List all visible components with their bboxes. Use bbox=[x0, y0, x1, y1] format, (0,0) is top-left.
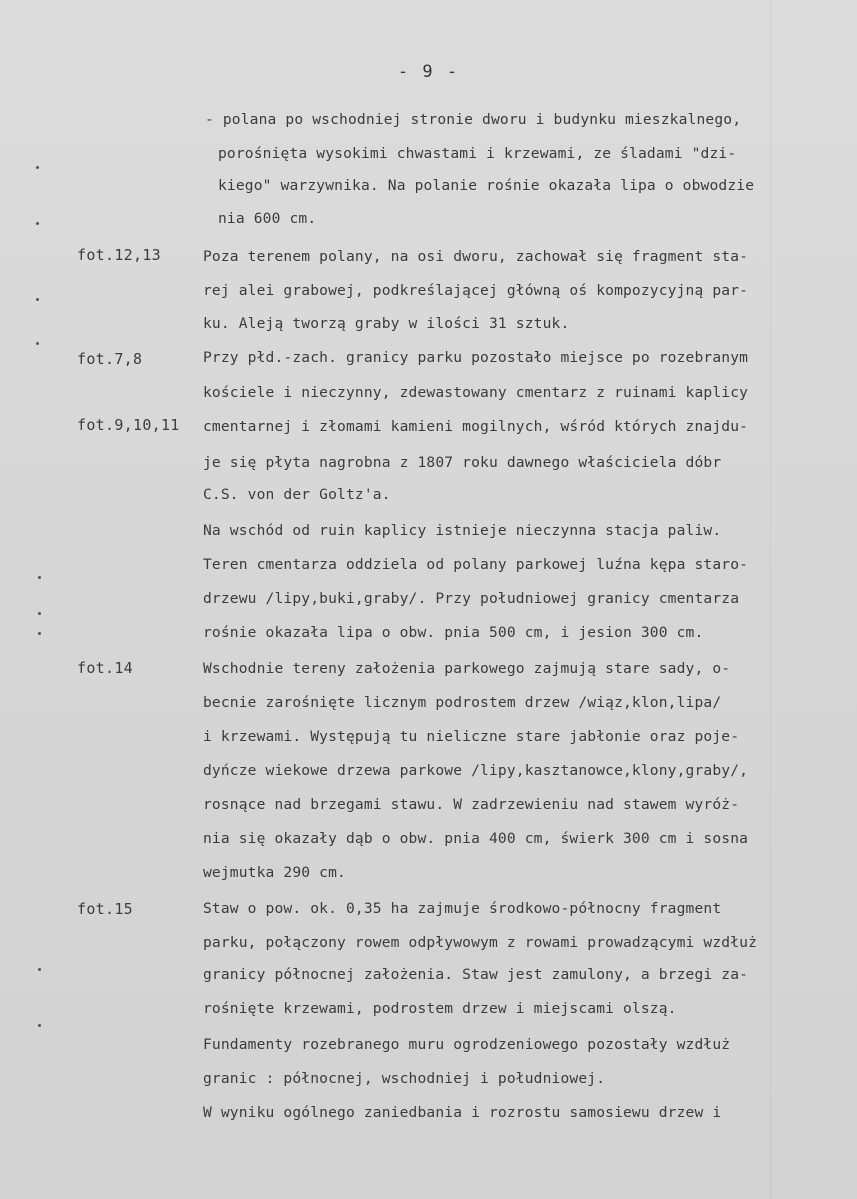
margin-note-photo-ref: fot.9,10,11 bbox=[77, 416, 180, 434]
text-line: je się płyta nagrobna z 1807 roku dawnego właściciela dóbr bbox=[203, 454, 722, 471]
page-number: - 9 - bbox=[397, 62, 460, 82]
margin-note-photo-ref: fot.12,13 bbox=[77, 246, 161, 264]
text-line: Poza terenem polany, na osi dworu, zachował się fragment sta- bbox=[203, 248, 749, 265]
scan-speck bbox=[38, 968, 41, 971]
text-line: rośnie okazała lipa o obw. pnia 500 cm, i jesion 300 cm. bbox=[203, 624, 704, 641]
scan-speck bbox=[38, 576, 41, 579]
text-line: drzewu /lipy,buki,graby/. Przy południowej granicy cmentarza bbox=[203, 590, 740, 607]
text-line: i krzewami. Występują tu nieliczne stare jabłonie oraz poje- bbox=[203, 728, 740, 745]
scan-speck bbox=[38, 632, 41, 635]
text-line: Na wschód od ruin kaplicy istnieje nieczynna stacja paliw. bbox=[203, 522, 722, 539]
text-line: wejmutka 290 cm. bbox=[203, 864, 346, 881]
scan-speck bbox=[36, 342, 39, 345]
text-line: Staw o pow. ok. 0,35 ha zajmuje środkowo-północny fragment bbox=[203, 900, 722, 917]
text-line: Fundamenty rozebranego muru ogrodzeniowego pozostały wzdłuż bbox=[203, 1036, 731, 1053]
scan-speck bbox=[36, 298, 39, 301]
text-line: granic : północnej, wschodniej i południowej. bbox=[203, 1070, 606, 1087]
text-line: - polana po wschodniej stronie dworu i budynku mieszkalnego, bbox=[205, 111, 742, 128]
text-line: Wschodnie tereny założenia parkowego zajmują stare sady, o- bbox=[203, 660, 731, 677]
text-line: rośnięte krzewami, podrostem drzew i miejscami olszą. bbox=[203, 1000, 677, 1017]
margin-note-photo-ref: fot.14 bbox=[77, 659, 133, 677]
text-line: C.S. von der Goltz'a. bbox=[203, 486, 391, 503]
text-line: dyńcze wiekowe drzewa parkowe /lipy,kasztanowce,klony,graby/, bbox=[203, 762, 749, 779]
scan-speck bbox=[36, 166, 39, 169]
text-line: W wyniku ogólnego zaniedbania i rozrostu samosiewu drzew i bbox=[203, 1104, 722, 1121]
scan-speck bbox=[38, 612, 41, 615]
margin-note-photo-ref: fot.15 bbox=[77, 900, 133, 918]
scan-speck bbox=[36, 222, 39, 225]
text-line: rej alei grabowej, podkreślającej główną oś kompozycyjną par- bbox=[203, 282, 749, 299]
text-line: rosnące nad brzegami stawu. W zadrzewieniu nad stawem wyróż- bbox=[203, 796, 740, 813]
text-line: kościele i nieczynny, zdewastowany cmentarz z ruinami kaplicy bbox=[203, 384, 749, 401]
text-line: porośnięta wysokimi chwastami i krzewami, ze śladami "dzi- bbox=[218, 145, 737, 162]
text-line: Przy płd.-zach. granicy parku pozostało miejsce po rozebranym bbox=[203, 349, 749, 366]
text-line: cmentarnej i złomami kamieni mogilnych, wśród których znajdu- bbox=[203, 418, 749, 435]
text-line: parku, połączony rowem odpływowym z rowami prowadzącymi wzdłuż bbox=[203, 934, 758, 951]
text-line: nia 600 cm. bbox=[218, 210, 317, 227]
text-line: becnie zarośnięte licznym podrostem drzew /wiąz,klon,lipa/ bbox=[203, 694, 722, 711]
text-line: ku. Aleją tworzą graby w ilości 31 sztuk. bbox=[203, 315, 570, 332]
margin-note-photo-ref: fot.7,8 bbox=[77, 350, 143, 368]
text-line: nia się okazały dąb o obw. pnia 400 cm, świerk 300 cm i sosna bbox=[203, 830, 749, 847]
text-line: Teren cmentarza oddziela od polany parkowej luźna kępa staro- bbox=[203, 556, 749, 573]
scan-speck bbox=[38, 1024, 41, 1027]
text-line: kiego" warzywnika. Na polanie rośnie okazała lipa o obwodzie bbox=[218, 177, 755, 194]
text-line: granicy północnej założenia. Staw jest zamulony, a brzegi za- bbox=[203, 966, 749, 983]
paper-crease bbox=[770, 0, 771, 1199]
